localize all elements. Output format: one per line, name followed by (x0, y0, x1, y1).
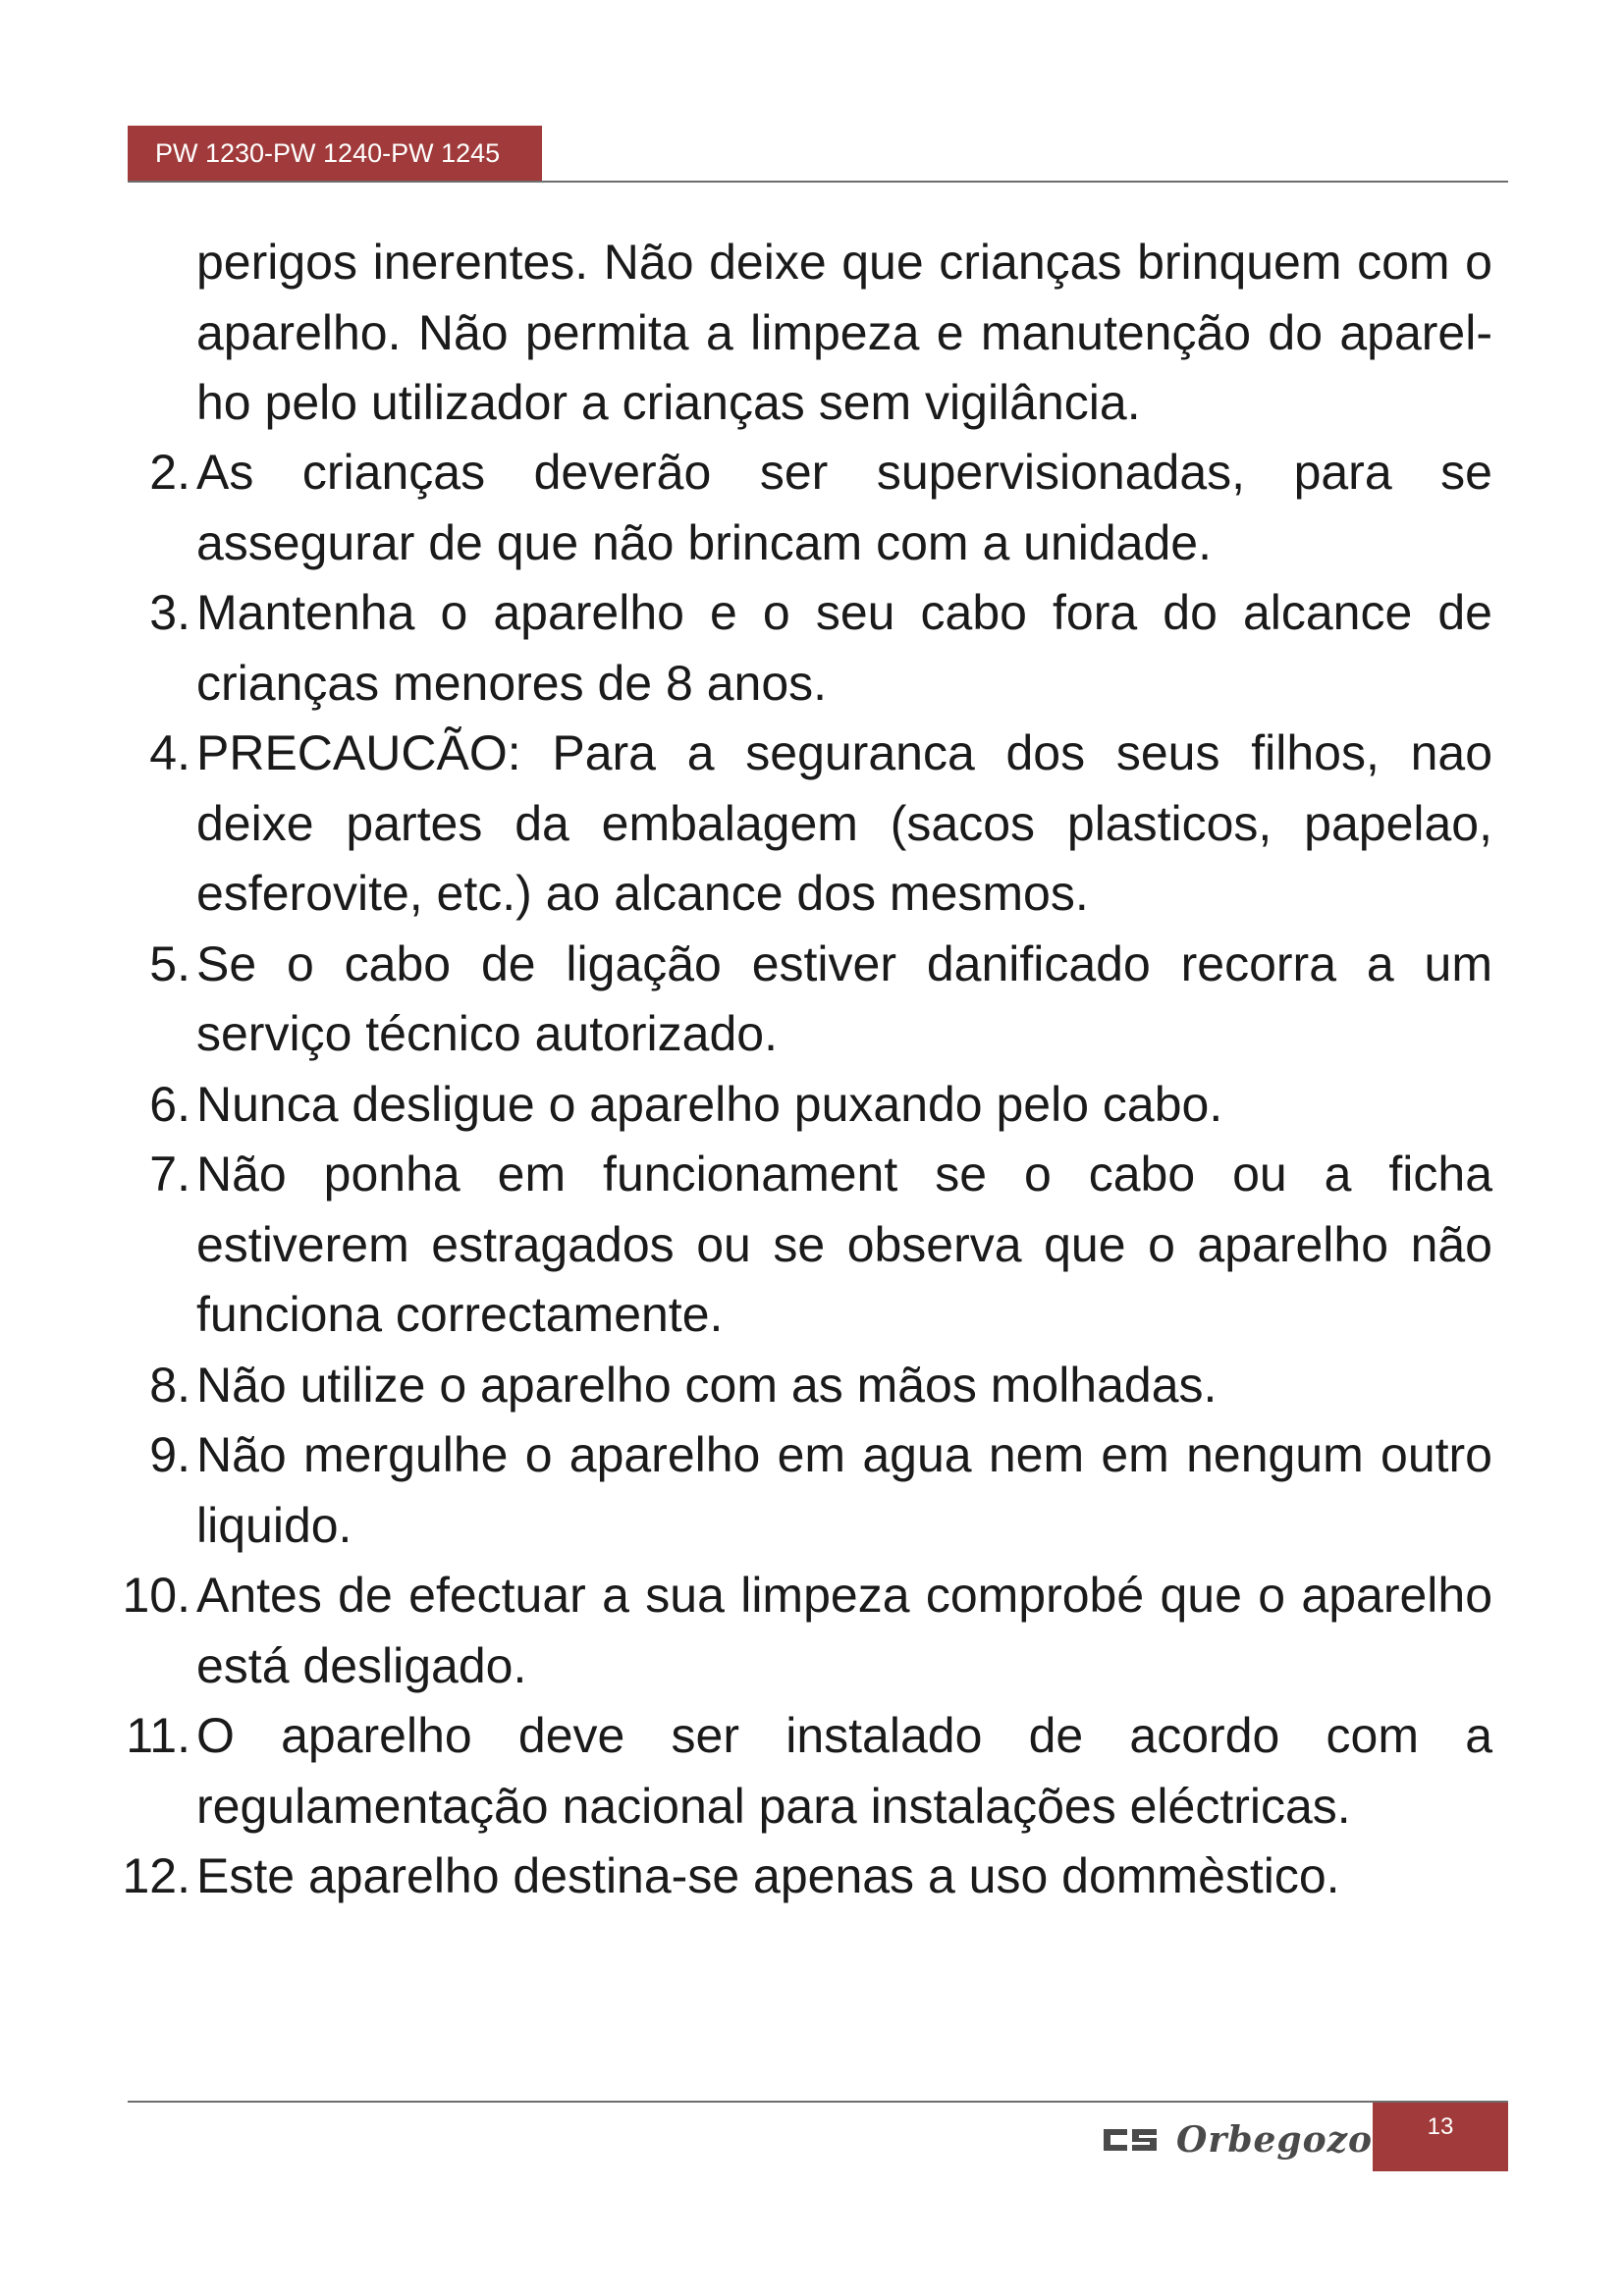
list-item-number: 7. (149, 1147, 190, 1201)
list-item (0, 1140, 1624, 1351)
list-item-number: 5. (149, 935, 190, 991)
list-item-text: Não utilize o aparelho com as mãos molhadas. (196, 1357, 1218, 1413)
list-item-number: 8. (149, 1357, 190, 1413)
intro-paragraph: perigos inerentes. Não deixe que crianças brinquem com o aparelho. Não permita a limpeza e manutenção do aparel-ho pelo utilizador a crianças sem vigilância. (196, 235, 1492, 430)
list-item (0, 1420, 1624, 1561)
list-item-number: 10. (122, 1568, 190, 1623)
list-item-text: Antes de efectuar a sua limpeza comprobé que o aparelho está desligado. (196, 1568, 1492, 1693)
list-item-number: 2. (149, 445, 190, 500)
list-item-text: Não mergulhe o aparelho em agua nem em nengum outro liquido. (196, 1427, 1492, 1553)
brand-logo (1102, 2110, 1373, 2169)
header-divider (128, 181, 1508, 183)
list-item (0, 719, 1624, 930)
list-item-number: 6. (149, 1076, 190, 1132)
list-item (0, 1701, 1624, 1842)
list-item (0, 1351, 1624, 1421)
footer-divider (128, 2101, 1508, 2103)
list-item (0, 1842, 1624, 1912)
brand-name: Orbegozo (1176, 2119, 1374, 2161)
list-item-number: 9. (149, 1427, 190, 1482)
list-item (0, 930, 1624, 1070)
list-item-text: Nunca desligue o aparelho puxando pelo cabo. (196, 1076, 1223, 1132)
safety-instructions-list (0, 438, 1624, 1912)
list-item-text: O aparelho deve ser instalado de acordo com a regulamentação nacional para instalações eléctricas. (196, 1708, 1492, 1834)
orbegozo-logo-icon (1102, 2125, 1159, 2155)
list-item-number: 11. (126, 1708, 190, 1763)
list-item (0, 578, 1624, 719)
list-item-text: PRECAUCÃO: Para a seguranca dos seus filhos, nao deixe partes da embalagem (sacos plasticos, papelao, esferovite, etc.) ao alcance dos mesmos. (196, 725, 1492, 921)
header-model-tab (128, 126, 542, 181)
list-item (0, 1561, 1624, 1701)
list-item-text: Mantenha o aparelho e o seu cabo fora do alcance de crianças menores de 8 anos. (196, 585, 1492, 711)
page-number: 13 (1427, 2113, 1454, 2140)
list-item (0, 1070, 1624, 1141)
header-model-label: PW 1230-PW 1240-PW 1245 (155, 138, 501, 168)
list-item (0, 438, 1624, 578)
list-item-text: Não ponha em funcionament se o cabo ou a ficha estiverem estragados ou se observa que o aparelho não funciona correctamente. (196, 1147, 1492, 1342)
list-item-number: 12. (122, 1848, 190, 1903)
list-item-number: 4. (149, 725, 190, 780)
list-item-number: 3. (149, 585, 190, 640)
list-item-text: Se o cabo de ligação estiver danificado recorra a um serviço técnico autorizado. (196, 935, 1492, 1061)
list-item-text: Este aparelho destina-se apenas a uso dommèstico. (196, 1848, 1340, 1903)
list-item-text: As crianças deverão ser supervisionadas, para se assegurar de que não brincam com a unidade. (196, 445, 1492, 570)
